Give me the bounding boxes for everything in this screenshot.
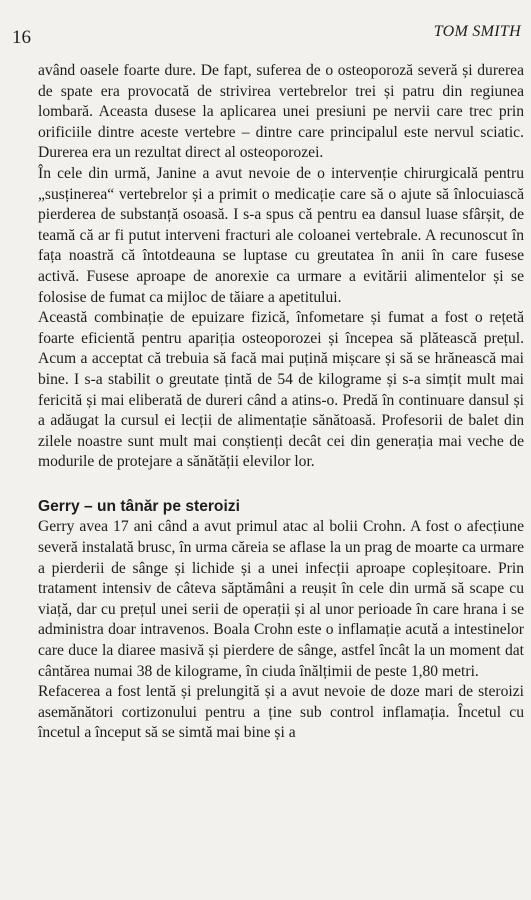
page-number: 16	[12, 27, 31, 48]
paragraph: Gerry avea 17 ani când a avut primul atac al bolii Crohn. A fost o afecțiune severă instalată brusc, în urma căreia se aflase la un prag de moarte ca urmare a pierderii de sânge și lichide și a unei infecții aproape copleșitoare. Prin tratament intensiv de câteva săptămâni a reușit în cele din urmă să scape cu viață, dar cu prețul unei serii de operații și al unor perioade în care hrana i se administra doar intravenos. Boala Crohn este o inflamație acută a intestinelor care duce la diaree masivă și pierdere de sânge, astfel încât la un moment dat cântărea numai 38 de kilograme, în ciuda înălțimii de peste 1,80 metri.	[38, 518, 524, 680]
paragraph: având oasele foarte dure. De fapt, suferea de o osteoporoză severă și durerea de spate era provocată de strivirea vertebrelor trei și patru din regiunea lombară. Aceasta dusese la aplicarea unei presiuni pe nervii care trec prin orificiile dintre aceste vertebre – dintre care principalul este nervul sciatic. Durerea era un rezultat direct al osteoporozei.	[38, 62, 524, 162]
paragraph: Refacerea a fost lentă și prelungită și a avut nevoie de doze mari de steroizi asemănători cortizonului pentru a ține sub control inflamația. Încetul cu încetul a început să se simtă mai bine și a	[38, 683, 524, 742]
paragraph: În cele din urmă, Janine a avut nevoie de o intervenție chirurgicală pentru „susținerea“ vertebrelor și a primit o medicație care să o ajute să înlocuiască pierderea de substanță osoasă. I s-a spus că pentru ea dansul luase sfârșit, de teamă că ar fi putut interveni fracturi ale coloanei vertebrale. A recunoscut în fața noastră că întotdeauna se luptase cu greutatea în anii în care fusese activă. Fusese aproape de anorexie ca urmare a evitării alimentelor și se folosise de fumat ca mijloc de tăiare a apetitului.	[38, 164, 524, 306]
running-head: TOM SMITH	[433, 23, 521, 40]
paragraph: Această combinație de epuizare fizică, înfometare și fumat a fost o rețetă foarte eficientă pentru apariția osteoporozei și începea să plătească prețul. Acum a acceptat că trebuia să facă mai puțină mișcare și să se hrănească mai bine. I s-a stabilit o greutate țintă de 54 de kilograme și s-a simțit mult mai fericită și mai eliberată de dureri când a atins-o. Predă în continuare dansul și a adăugat la cursul ei lecții de alimentație sănătoasă. Profesorii de balet din zilele noastre sunt mult mai conștienți decât cei din generația mai veche de modurile de protejare a sănătății elevilor lor.	[38, 309, 524, 471]
body-text	[38, 61, 524, 744]
section-heading: Gerry – un tânăr pe steroizi	[38, 497, 240, 515]
